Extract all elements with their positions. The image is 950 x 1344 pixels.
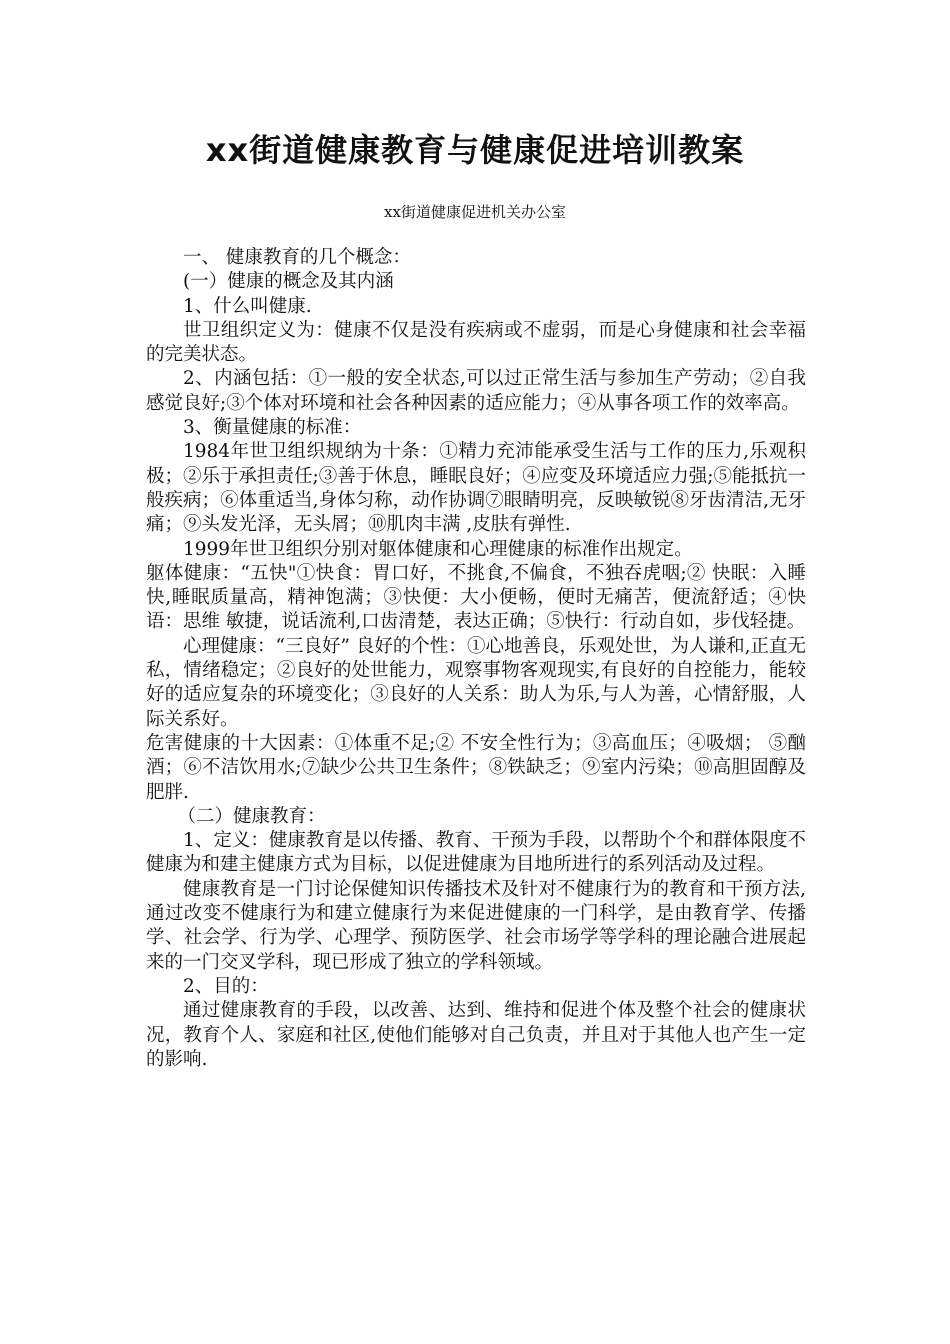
subsection-heading-2: （二）健康教育： — [177, 805, 326, 827]
paragraph-physical-health: 躯体健康：“五快"①快食：胃口好，不挑食,不偏食，不独吞虎咽;② 快眠：入睡快,睡眠质量高，精神饱满；③快便：大小便畅，便时无痛苦，便流舒适；④快语：思维 敏捷，说话流利,口齿清楚，表达正确；⑤快行：行动自如，步伐轻捷。 — [146, 562, 806, 633]
paragraph-health-education-discipline: 健康教育是一门讨论保健知识传播技术及针对不健康行为的教育和干预方法,通过改变不健康行为和建立健康行为来促进健康的一门科学，是由教育学、传播学、社会学、行为学、心理学、预防医学、社会市场学等学科的理论融合进展起来的一门交叉学科，现已形成了独立的学科领域。 — [146, 878, 806, 973]
item-heading-what-is-health: 1、什么叫健康. — [183, 295, 312, 317]
paragraph-mental-health: 心理健康：“三良好” 良好的个性：①心地善良，乐观处世，为人谦和,正直无私，情绪稳定；②良好的处世能力，观察事物客观现实,有良好的自控能力，能较好的适应复杂的环境变化；③良好的人关系：助人为乐,与人为善，心情舒服，人际关系好。 — [146, 635, 806, 730]
document-subtitle: xx街道健康促进机关办公室 — [384, 203, 566, 221]
paragraph-who-definition: 世卫组织定义为：健康不仅是没有疾病或不虚弱，而是心身健康和社会幸福的完美状态。 — [146, 319, 806, 366]
item-heading-health-standards: 3、衡量健康的标准： — [183, 417, 362, 439]
document-body — [146, 246, 806, 1072]
section-heading-1: 一、 健康教育的几个概念： — [183, 247, 411, 268]
paragraph-risk-factors: 危害健康的十大因素：①体重不足;② 不安全性行为；③高血压；④吸烟； ⑤酗酒；⑥不洁饮用水;⑦缺少公共卫生条件；⑧铁缺乏；⑨室内污染；⑩高胆固醇及肥胖. — [146, 732, 806, 803]
paragraph-1999-standards: 1999年世卫组织分别对躯体健康和心理健康的标准作出规定。 — [183, 538, 693, 560]
paragraph-purpose: 通过健康教育的手段，以改善、达到、维持和促进个体及整个社会的健康状况，教育个人、家庭和社区,使他们能够对自己负责，并且对于其他人也产生一定的影响. — [146, 1000, 806, 1070]
subsection-heading-1: (一）健康的概念及其内涵 — [183, 271, 394, 293]
item-heading-purpose: 2、目的： — [183, 975, 269, 997]
document-title: xx街道健康教育与健康促进培训教案 — [205, 131, 745, 169]
paragraph-definition: 1、定义：健康教育是以传播、教育、干预为手段，以帮助个个和群体限度不健康为和建主健康方式为目标，以促进健康为目地所进行的系列活动及过程。 — [146, 830, 806, 876]
paragraph-1984-standards: 1984年世卫组织规纳为十条：①精力充沛能承受生活与工作的压力,乐观积极；②乐于承担责任;③善于休息，睡眠良好；④应变及环境适应力强;⑤能抵抗一般疾病；⑥体重适当,身体匀称，动作协调⑦眼睛明亮，反映敏锐⑧牙齿清洁,无牙痛；⑨头发光泽，无头屑；⑩肌肉丰满 ,皮肤有弹性. — [146, 441, 806, 536]
paragraph-connotation: 2、内涵包括：①一般的安全状态,可以过正常生活与参加生产劳动；②自我感觉良好;③个体对环境和社会各种因素的适应能力；④从事各项工作的效率高。 — [146, 368, 806, 414]
